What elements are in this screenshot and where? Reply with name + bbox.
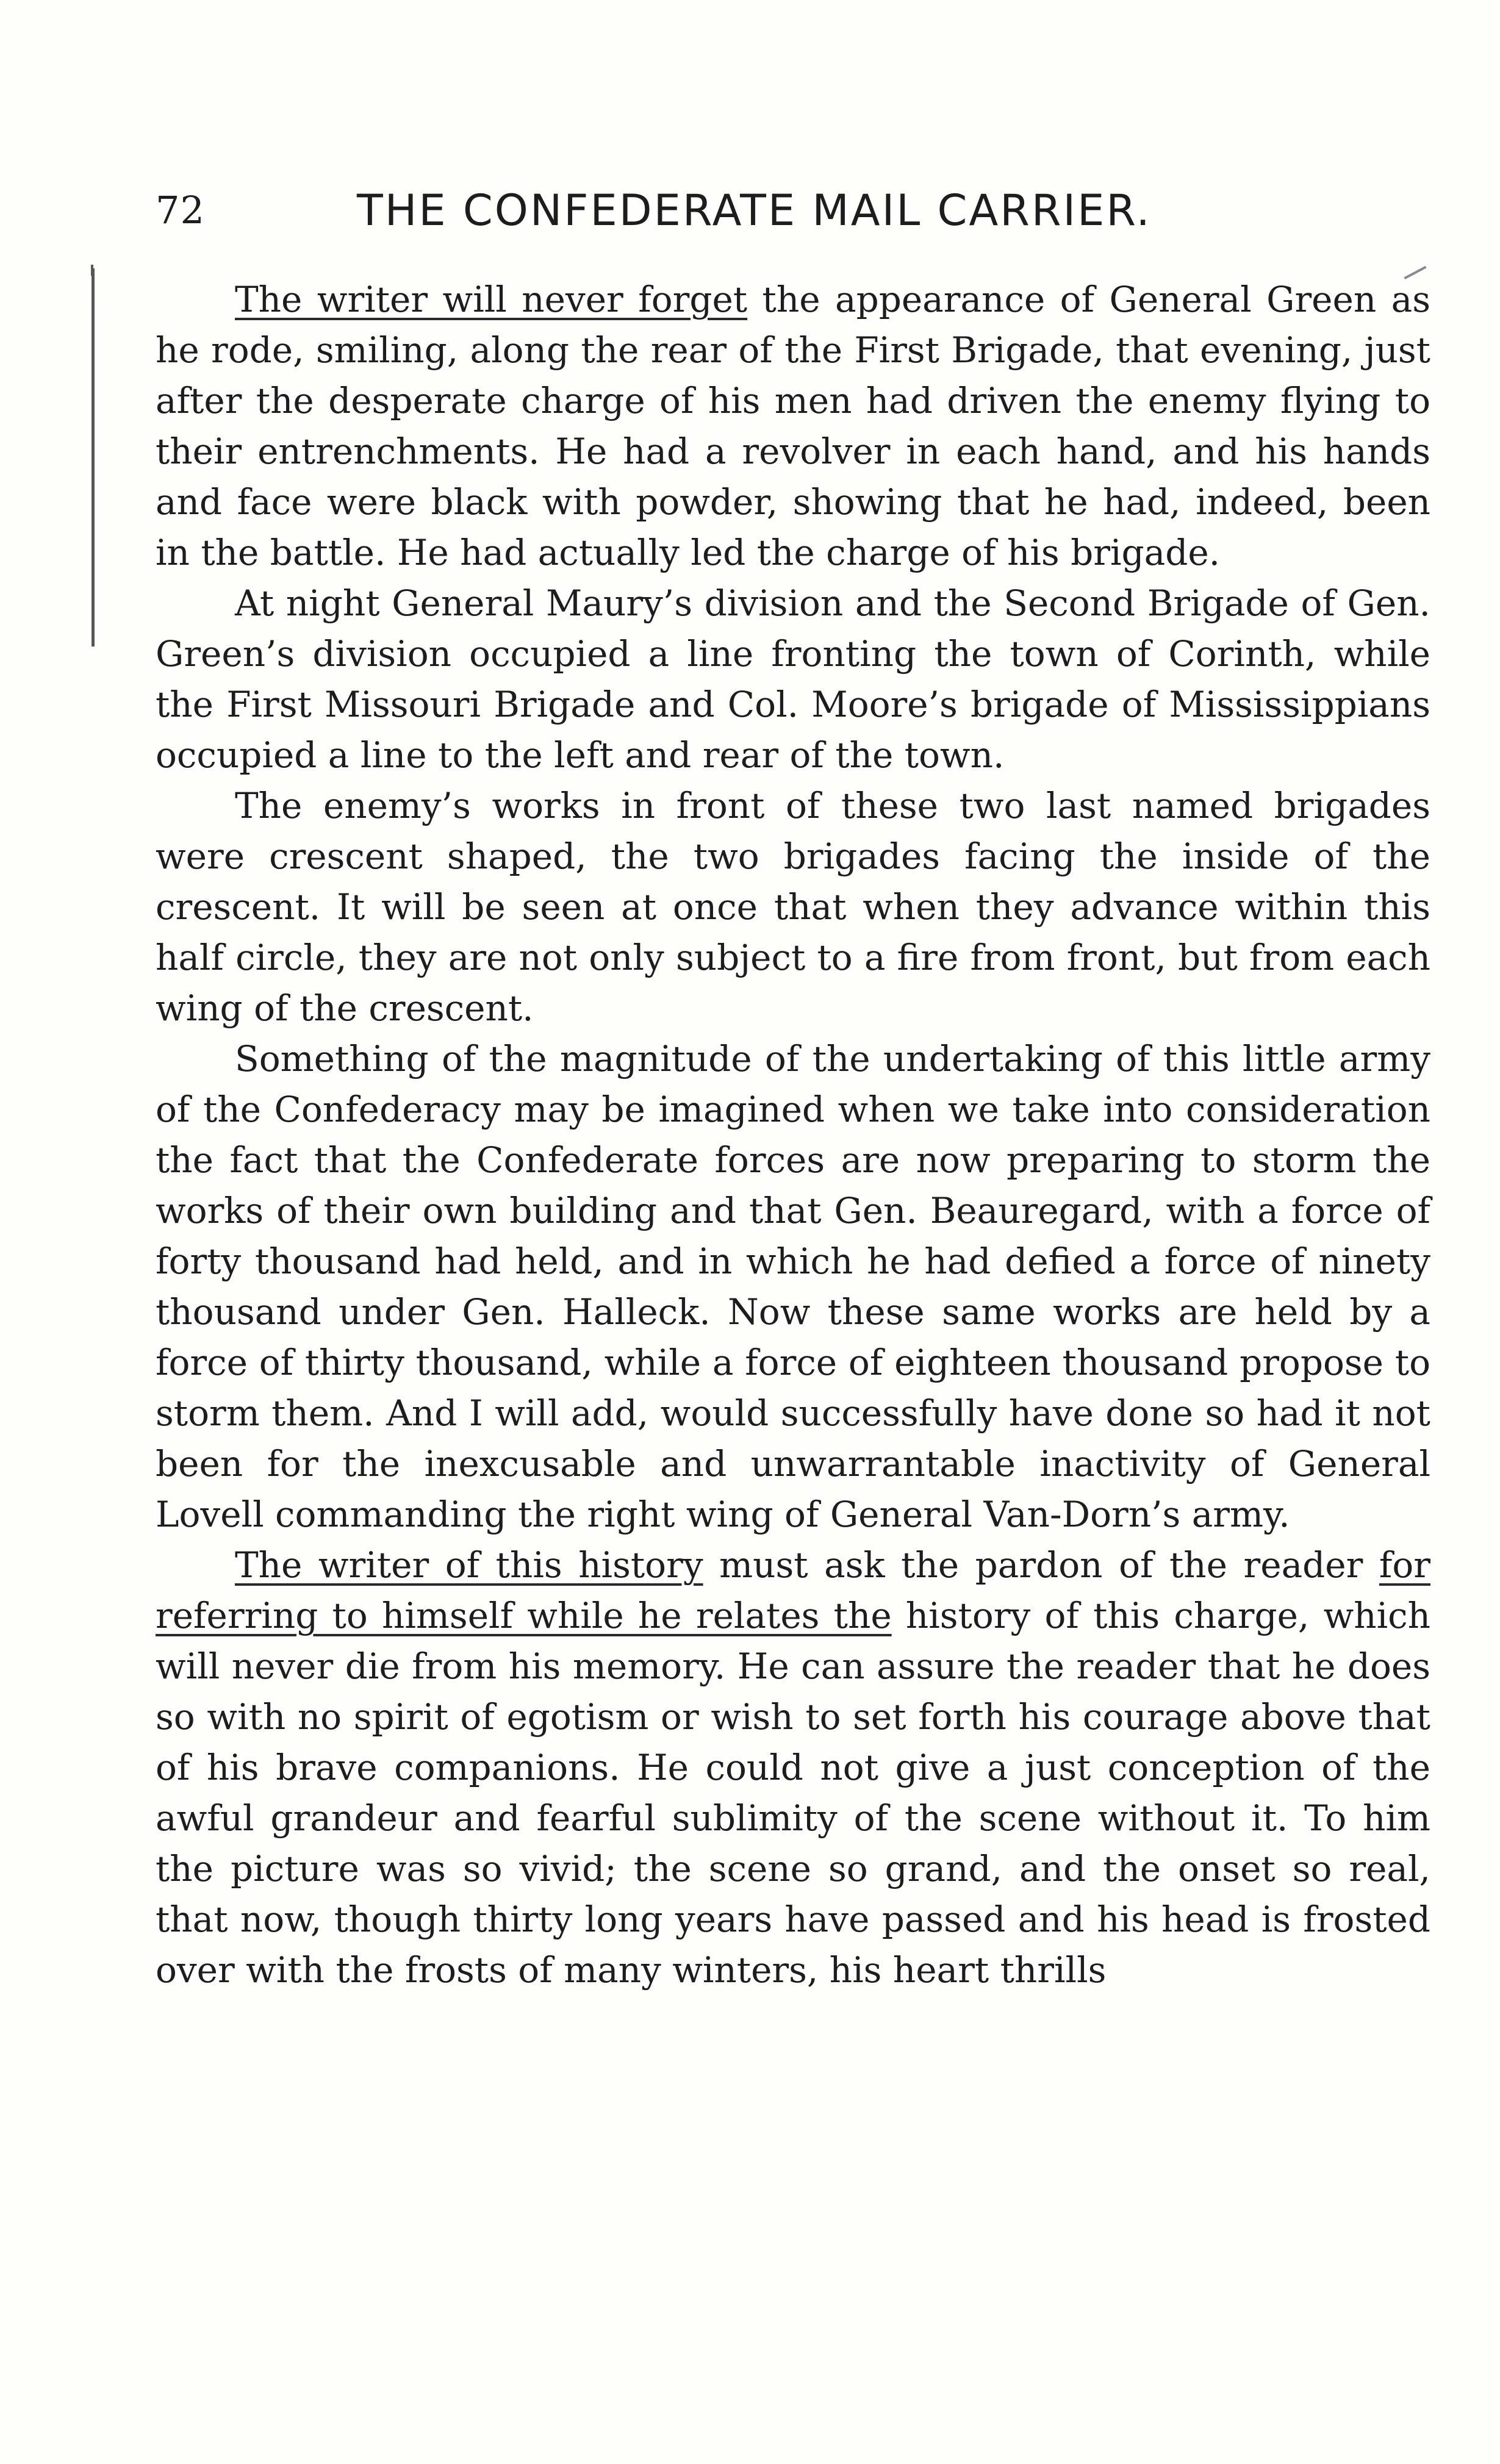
paragraph-4 (156, 1034, 1430, 1540)
paragraph-text: At night General Maury’s division and the Second Brigade of Gen. Green’s division occupied a line fronting the town of Corinth, while the First Missouri Brigade and Col. Moore’s brigade of Mississippians occupied a line to the left and rear of the town. (156, 582, 1430, 776)
paragraph-text: Something of the magnitude of the undertaking of this little army of the Confederacy may be imagined when we take into consideration the fact that the Confederate forces are now preparing to storm the works of their own building and that Gen. Beauregard, with a force of forty thousand had held, and in which he had defied a force of ninety thousand under Gen. Halleck. Now these same works are held by a force of thirty thousand, while a force of eighteen thousand propose to storm them. And I will add, would successfully have done so had it not been for the inexcusable and unwarrantable inactivity of General Lovell commanding the right wing of General Van-Dorn’s army. (156, 1038, 1430, 1535)
underlined-phrase: The writer will never forget (235, 279, 748, 320)
page-number: 72 (156, 188, 205, 232)
underlined-phrase: for referring to himself while he relates the (156, 1544, 1431, 1636)
paragraph-text: history of this charge, which will never die from his memory. He can assure the reader that he does so with no spirit of egotism or wish to set forth his courage above that of his brave companions. He could not give a just conception of the awful grandeur and fearful sublimity of the scene without it. To him the picture was so vivid; the scene so grand, and the onset so real, that now, though thirty long years have passed and his head is frosted over with the frosts of many winters, his heart thrills (156, 1595, 1430, 1991)
paragraph-3 (156, 781, 1430, 1034)
running-head (156, 177, 1430, 244)
paragraph-1 (156, 274, 1430, 578)
paragraph-text: the appearance of General Green as he rode, smiling, along the rear of the First Brigade, that evening, just after the desperate charge of his men had driven the enemy flying to their entrenchments. He had a revolver in each hand, and his hands and face were black with powder, showing that he had, indeed, been in the battle. He had actually led the charge of his brigade. (156, 279, 1430, 573)
margin-bracket-mark (92, 268, 103, 646)
body-text (156, 274, 1430, 1996)
running-title: THE CONFEDERATE MAIL CARRIER. (357, 185, 1152, 235)
paragraph-text: must ask the pardon of the reader (703, 1544, 1379, 1586)
paragraph-text: The enemy’s works in front of these two last named brigades were crescent shaped, the two brigades facing the inside of the crescent. It will be seen at once that when they advance within this half circle, they are not only subject to a fire from front, but from each wing of the crescent. (156, 785, 1430, 1029)
paragraph-5 (156, 1540, 1430, 1996)
paragraph-2 (156, 578, 1430, 781)
underlined-phrase: The writer of this history (235, 1544, 703, 1586)
